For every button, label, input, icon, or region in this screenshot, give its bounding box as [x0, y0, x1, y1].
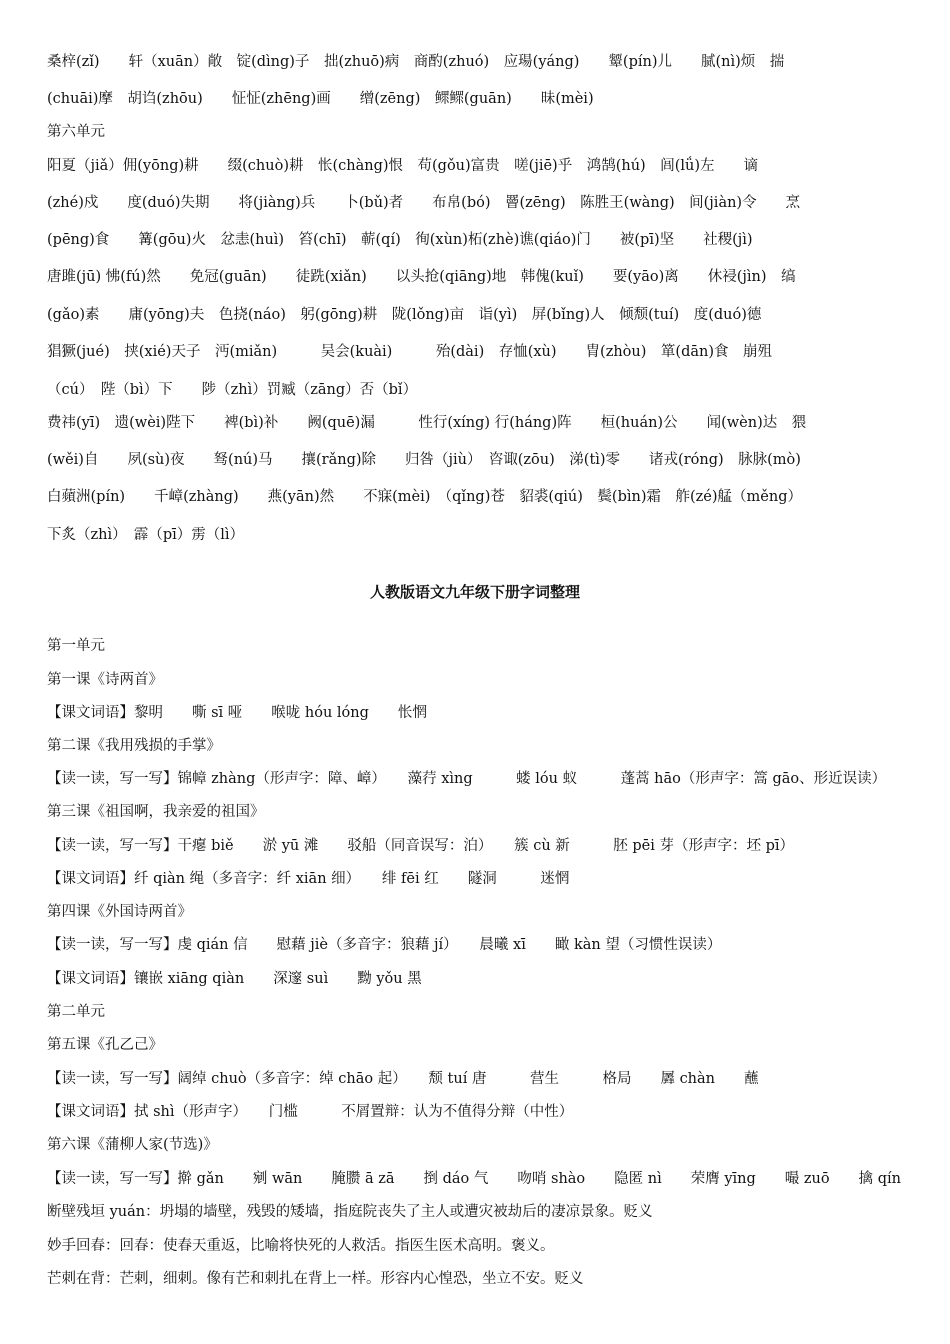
lesson-heading: 第三课《祖国啊，我亲爱的祖国》: [47, 804, 265, 820]
vocab-line: 白蘋洲(pín) 千嶂(zhàng) 燕(yān)然 不寐(mèi) （qǐng)苍 貂裘(qiú) 鬓(bìn)霜 舴(zé)艋（měng）: [47, 489, 802, 505]
lesson-heading: 第一课《诗两首》: [47, 672, 163, 688]
vocab-line: (chuāi)摩 胡诌(zhōu) 怔怔(zhēng)画 缯(zēng) 鳏鳏(guān) 昧(mèi): [47, 91, 594, 107]
vocab-line: 【读一读，写一写】锦幛 zhàng（形声字：障、嶂） 藻荇 xìng 蝼 lóu 蚁 蓬蒿 hāo（形声字：篙 gāo、形近误读）: [47, 771, 887, 787]
lesson-heading: 第二课《我用残损的手掌》: [47, 738, 221, 754]
vocab-line: 唐雎(jū) 怫(fú)然 免冠(guān) 徒跣(xiǎn) 以头抢(qiāng)地 韩傀(kuǐ) 要(yāo)离 休祲(jìn) 缟: [47, 269, 796, 285]
vocab-line: 费祎(yī) 遗(wèi)陛下 裨(bì)补 阙(quē)漏 性行(xíng) 行(háng)阵 桓(huán)公 闻(wèn)达 猥: [47, 415, 807, 431]
vocab-line: 【读一读，写一写】阔绰 chuò（多音字：绰 chāo 起） 颓 tuí 唐 营生 格局 羼 chàn 蘸: [47, 1071, 759, 1087]
vocab-line: 【课文词语】纤 qiàn 绳（多音字：纤 xiān 细） 绯 fēi 红 隧洞 迷惘: [47, 871, 570, 887]
vocab-line: 【读一读，写一写】干瘪 biě 淤 yū 滩 驳船（同音误写：泊） 簇 cù 新 胚 pēi 芽（形声字：坯 pī）: [47, 838, 795, 854]
vocab-line: 猖獗(jué) 挟(xié)天子 沔(miǎn) 吴会(kuài) 殆(dài) 存恤(xù) 胄(zhòu) 箪(dān)食 崩殂: [47, 344, 772, 360]
vocab-line: 【课文词语】拭 shì（形声字） 门槛 不屑置辩：认为不值得分辩（中性）: [47, 1104, 574, 1120]
vocab-line: 桑梓(zǐ) 轩（xuān）敞 锭(dìng)子 拙(zhuō)病 商酌(zhuó) 应瑒(yáng) 颦(pín)儿 腻(nì)烦 揣: [47, 54, 785, 70]
vocab-line: 【读一读，写一写】擀 gǎn 剜 wān 腌臜 ā zā 捯 dáo 气 吻哨 shào 隐匿 nì 荣膺 yīng 嘬 zuō 擒 qín: [47, 1171, 901, 1187]
vocab-line: (zhé)戍 度(duó)失期 将(jiàng)兵 卜(bǔ)者 布帛(bó) 罾(zēng) 陈胜王(wàng) 间(jiàn)令 烹: [47, 195, 801, 211]
vocab-line: （cú） 陛（bì）下 陟（zhì）罚臧（zāng）否（bǐ）: [47, 382, 418, 398]
idiom-definition: 芒刺在背：芒刺，细刺。像有芒和刺扎在背上一样。形容内心惶恐，坐立不安。贬义: [47, 1271, 584, 1287]
unit-heading: 第二单元: [47, 1004, 105, 1020]
idiom-definition: 妙手回春：回春：使春天重返，比喻将快死的人救活。指医生医术高明。褒义。: [47, 1238, 555, 1254]
vocab-line: 【课文词语】镶嵌 xiāng qiàn 深邃 suì 黝 yǒu 黑: [47, 971, 422, 987]
vocab-line: (pēng)食 篝(gōu)火 忿恚(huì) 笞(chī) 蕲(qí) 徇(xùn)柘(zhè)谯(qiáo)门 被(pī)坚 社稷(jì): [47, 232, 753, 248]
unit-heading: 第一单元: [47, 638, 105, 654]
lesson-heading: 第六课《蒲柳人家(节选)》: [47, 1137, 218, 1153]
vocab-line: (gǎo)素 庸(yōng)夫 色挠(náo) 躬(gōng)耕 陇(lǒng)亩 诣(yì) 屏(bǐng)人 倾颓(tuí) 度(duó)德: [47, 307, 762, 323]
vocab-line: 【课文词语】黎明 嘶 sī 哑 喉咙 hóu lóng 怅惘: [47, 705, 427, 721]
idiom-definition: 断壁残垣 yuán：坍塌的墙壁，残毁的矮墙，指庭院丧失了主人或遭灾被劫后的凄凉景象。贬义: [47, 1204, 653, 1220]
lesson-heading: 第四课《外国诗两首》: [47, 904, 192, 920]
unit-heading: 第六单元: [47, 124, 105, 140]
vocab-line: 阳夏（jiǎ）佣(yōng)耕 缀(chuò)耕 怅(chàng)恨 苟(gǒu)富贵 嗟(jiē)乎 鸿鹄(hú) 闾(lǘ)左 谪: [47, 158, 758, 174]
vocab-line: (wěi)自 夙(sù)夜 驽(nú)马 攘(rǎng)除 归咎（jiù） 咨诹(zōu) 涕(tì)零 诸戎(róng) 脉脉(mò): [47, 452, 801, 468]
doc-title: 人教版语文九年级下册字词整理: [369, 583, 580, 601]
lesson-heading: 第五课《孔乙己》: [47, 1037, 163, 1053]
vocab-line: 下炙（zhì） 霹（pī）雳（lì）: [47, 527, 245, 543]
vocab-line: 【读一读，写一写】虔 qián 信 慰藉 jiè（多音字：狼藉 jí） 晨曦 xī 瞰 kàn 望（习惯性误读）: [47, 937, 722, 953]
